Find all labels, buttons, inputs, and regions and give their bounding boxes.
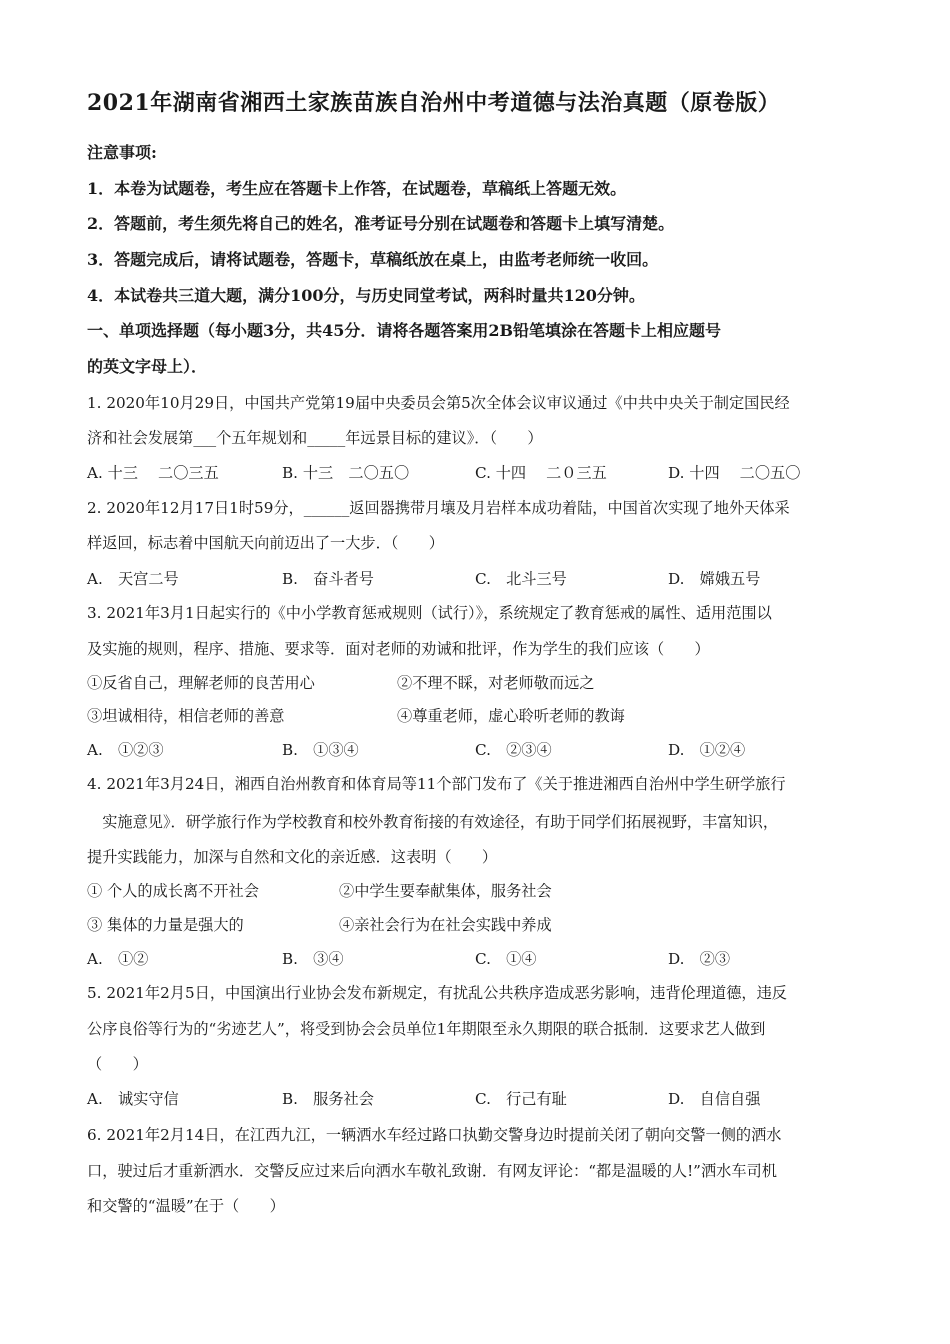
- question-3-option-a: A. ①②③: [87, 741, 164, 759]
- question-6-line-3: 和交警的“温暖”在于（ ）: [87, 1197, 285, 1215]
- question-4-line-1: 4. 2021年3月24日，湘西自治州教育和体育局等11个部门发布了《关于推进湘西自治州中学生研学旅行: [87, 775, 786, 793]
- page-title: 2021年湖南省湘西土家族苗族自治州中考道德与法治真题（原卷版）: [87, 90, 781, 116]
- question-5-line-1: 5. 2021年2月5日，中国演出行业协会发布新规定，有扰乱公共秩序造成恶劣影响，违背伦理道德，违反: [87, 984, 787, 1002]
- question-4-line-2: 实施意见》．研学旅行作为学校教育和校外教育衔接的有效途径，有助于同学们拓展视野，丰富知识，: [87, 813, 779, 831]
- question-5-option-b: B. 服务社会: [282, 1090, 374, 1108]
- question-3-choice-2: ②不理不睬，对老师敬而远之: [397, 674, 595, 692]
- question-1-line-2: 济和社会发展第___个五年规划和_____年远景目标的建议》．（ ）: [87, 429, 543, 447]
- question-4-choice-3: ③ 集体的力量是强大的: [87, 916, 244, 934]
- question-3-line-1: 3. 2021年3月1日起实行的《中小学教育惩戒规则（试行）》，系统规定了教育惩戒的属性、适用范围以: [87, 604, 772, 622]
- question-4-choice-2: ②中学生要奉献集体，服务社会: [339, 882, 552, 900]
- question-4-choice-1: ① 个人的成长离不开社会: [87, 882, 259, 900]
- question-6-line-2: 口，驶过后才重新洒水．交警反应过来后向洒水车敬礼致谢．有网友评论：“都是温暖的人!”洒水车司机: [87, 1162, 777, 1180]
- question-4-option-d: D. ②③: [668, 950, 731, 968]
- section-heading-line-1: 一、单项选择题（每小题3分，共45分．请将各题答案用2B铅笔填涂在答题卡上相应题号: [87, 321, 722, 340]
- question-1-line-1: 1. 2020年10月29日，中国共产党第19届中央委员会第5次全体会议审议通过《中共中央关于制定国民经: [87, 394, 790, 412]
- question-3-option-c: C. ②③④: [475, 741, 552, 759]
- question-5-option-a: A. 诚实守信: [87, 1090, 179, 1108]
- question-4-option-c: C. ①④: [475, 950, 537, 968]
- question-3-option-b: B. ①③④: [282, 741, 359, 759]
- question-3-choice-1: ①反省自己，理解老师的良苦用心: [87, 674, 315, 692]
- question-1-option-a: A. 十三 二〇三五: [87, 464, 219, 482]
- question-3-option-d: D. ①②④: [668, 741, 746, 759]
- section-heading-line-2: 的英文字母上）．: [87, 357, 208, 376]
- question-2-line-1: 2. 2020年12月17日1时59分，______返回器携带月壤及月岩样本成功着陆，中国首次实现了地外天体采: [87, 499, 790, 517]
- question-6-line-1: 6. 2021年2月14日，在江西九江，一辆洒水车经过路口执勤交警身边时提前关闭了朝向交警一侧的洒水: [87, 1126, 782, 1144]
- question-5-line-3: （ ）: [87, 1055, 148, 1073]
- notice-heading: 注意事项:: [87, 143, 157, 162]
- question-1-option-d: D. 十四 二〇五〇: [668, 464, 801, 482]
- question-4-option-a: A. ①②: [87, 950, 149, 968]
- question-2-option-a: A. 天宫二号: [87, 570, 179, 588]
- notice-item-3: 3．答题完成后，请将试题卷，答题卡，草稿纸放在桌上，由监考老师统一收回。: [87, 250, 659, 269]
- question-3-choice-4: ④尊重老师，虚心聆听老师的教诲: [397, 707, 625, 725]
- question-5-option-c: C. 行己有耻: [475, 1090, 567, 1108]
- question-3-line-2: 及实施的规则，程序、措施、要求等．面对老师的劝诫和批评，作为学生的我们应该（ ）: [87, 640, 710, 658]
- notice-item-4: 4．本试卷共三道大题，满分100分，与历史同堂考试，两科时量共120分钟。: [87, 286, 645, 305]
- notice-item-1: 1．本卷为试题卷，考生应在答题卡上作答，在试题卷，草稿纸上答题无效。: [87, 179, 627, 198]
- question-4-choice-4: ④亲社会行为在社会实践中养成: [339, 916, 552, 934]
- question-2-option-b: B. 奋斗者号: [282, 570, 374, 588]
- question-4-line-3: 提升实践能力，加深与自然和文化的亲近感．这表明（ ）: [87, 848, 498, 866]
- question-1-option-b: B. 十三 二〇五〇: [282, 464, 410, 482]
- question-3-choice-3: ③坦诚相待，相信老师的善意: [87, 707, 285, 725]
- question-4-option-b: B. ③④: [282, 950, 344, 968]
- notice-item-2: 2．答题前，考生须先将自己的姓名，准考证号分别在试题卷和答题卡上填写清楚。: [87, 214, 675, 233]
- question-5-line-2: 公序良俗等行为的“劣迹艺人”，将受到协会会员单位1年期限至永久期限的联合抵制．这要求艺人做到: [87, 1020, 766, 1038]
- question-1-option-c: C. 十四 二０三五: [475, 464, 607, 482]
- question-2-option-d: D. 嫦娥五号: [668, 570, 761, 588]
- question-2-line-2: 样返回，标志着中国航天向前迈出了一大步．（ ）: [87, 534, 444, 552]
- question-2-option-c: C. 北斗三号: [475, 570, 567, 588]
- question-5-option-d: D. 自信自强: [668, 1090, 761, 1108]
